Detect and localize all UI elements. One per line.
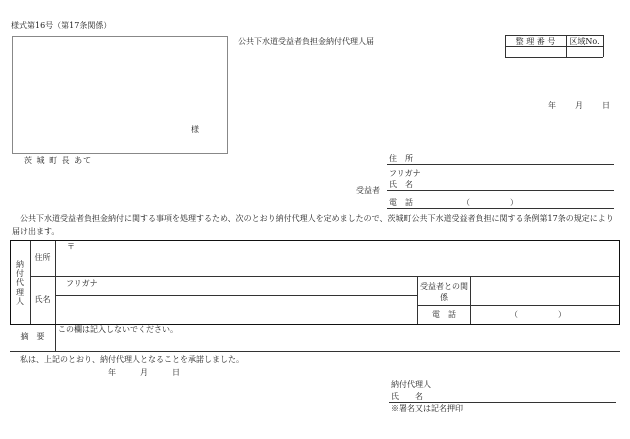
agent-furigana-label: フリガナ	[66, 279, 98, 288]
sama-suffix: 様	[191, 125, 199, 134]
agent-sign-note: ※署名又は記名押印	[391, 404, 463, 413]
agent-phone-label: 電 話	[432, 310, 456, 319]
consent-text: 私は、上記のとおり、納付代理人となることを承諾しました。	[20, 355, 244, 364]
beneficiary-phone-line[interactable]	[387, 208, 614, 209]
form-title: 公共下水道受益者負担金納付代理人届	[238, 37, 374, 46]
agent-sign-name-line[interactable]	[389, 402, 616, 403]
agent-side-label: 納付代理人	[16, 260, 24, 306]
agent-address-label: 住所	[34, 253, 51, 262]
ref-header-area: 区域No.	[569, 37, 600, 46]
agent-phone-parens: （ ）	[510, 310, 566, 319]
agent-relation-label: 受益者との関係	[420, 282, 468, 302]
beneficiary-address-line[interactable]	[387, 164, 614, 165]
ref-value-number-field[interactable]	[507, 48, 564, 56]
addressee: 茨 城 町 長 あて	[24, 156, 93, 165]
beneficiary-address-label: 住 所	[389, 154, 413, 163]
ref-value-area-field[interactable]	[568, 48, 601, 56]
agent-address-field[interactable]	[57, 252, 617, 274]
submission-date: 年 月 日	[548, 101, 611, 110]
beneficiary-furigana-label: フリガナ	[389, 169, 421, 178]
beneficiary-phone-label: 電 話	[389, 198, 413, 207]
agent-postal-mark: 〒	[67, 242, 75, 251]
beneficiary-name-line[interactable]	[387, 190, 614, 191]
agent-name-field[interactable]	[57, 297, 415, 323]
agent-name-label: 氏名	[34, 295, 51, 304]
beneficiary-name-label: 氏 名	[389, 180, 413, 189]
remarks-note: この欄は記入しないでください。	[58, 325, 178, 334]
beneficiary-phone-parens: （ ）	[462, 198, 518, 207]
statement-text: 公共下水道受益者負担金納付に関する事項を処理するため、次のとおり納付代理人を定めましたので、茨城町公共下水道受益者負担に関する条例第17条の規定により届け出ます。	[12, 214, 614, 236]
ref-header-number: 整 理 番 号	[515, 37, 556, 46]
remarks-label: 摘 要	[20, 332, 45, 341]
agent-sign-label: 納付代理人	[391, 380, 431, 389]
address-window-box	[12, 36, 228, 154]
beneficiary-group-label: 受益者	[356, 186, 380, 195]
agent-relation-field[interactable]	[472, 278, 618, 304]
form-number: 様式第16号（第17条関係）	[11, 21, 112, 30]
consent-date: 年 月 日	[108, 368, 180, 377]
agent-sign-name-label: 氏 名	[391, 392, 423, 401]
